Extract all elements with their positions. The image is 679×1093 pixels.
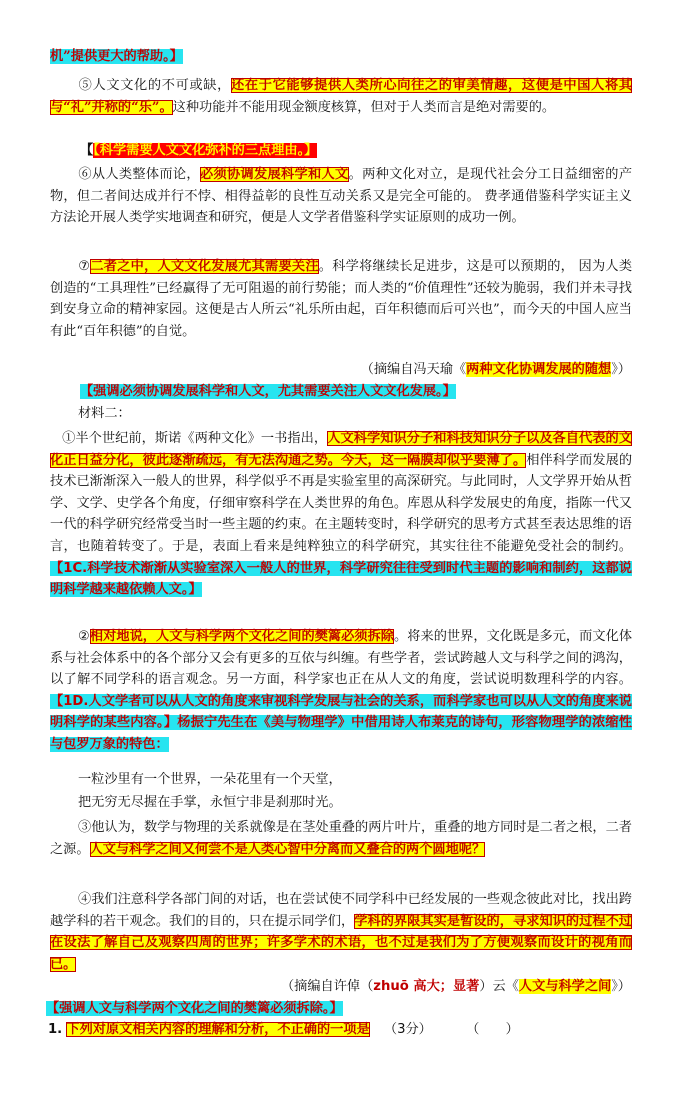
highlight-cyan: 机”提供更大的帮助。】 (50, 49, 183, 64)
poem-line: 把无穷无尽握在手掌，永恒宁非是刹那时光。 (78, 795, 342, 810)
paragraph-text: 相伴科学而发展的技术已渐渐深入一般人的世界，科学似乎不再是实验室里的高深研究。与此同时，人文学界开始从哲学、文学、史学各个角度，仔细审察科学在人类世界的角色。库恩从科学发展史的角度，指陈一代又一代的科学研究经常受当时一些主题的约束。在主题转变时，科学研究的思考方式甚至表达思维的语言，也随着转变了。于是，表面上看来是纯粹独立的科学研究，其实往往不能避免受社会的制约。 (50, 452, 633, 554)
question-number: 1. (48, 1022, 63, 1037)
highlight-yellow: 学科的界限其实是暂设的，寻求知识的过程不过在设法了解自己及观察四周的世界；许多学术的术语，也不过是我们为了方便观察而设计的视角而已。 (50, 913, 632, 972)
paragraph-7 (50, 256, 632, 342)
paragraph-text: ⑤人文文化的不可或缺， (78, 78, 232, 93)
pinyin-gloss: zhuō 高大；显著 (373, 979, 480, 994)
question-score: （3分） (383, 1022, 432, 1037)
highlight-red: 【科学需要人文文化弥补的三点理由。】 (93, 143, 318, 158)
highlight-yellow: 二者之中，人文文化发展尤其需要关注 (90, 259, 319, 274)
paragraph-text: ①半个世纪前，斯诺《两种文化》一书指出， (62, 431, 328, 446)
highlight-cyan: 【1D.人文学者可以从人文的角度来审视科学发展与社会的关系，而科学家也可以从人文的角度来说明科学的某些内容。】 (50, 693, 632, 731)
highlight-cyan: 【强调人文与科学两个文化之间的樊篱必须拆除。】 (46, 1001, 343, 1016)
source-citation: （摘编自冯天瑜《两种文化协调发展的随想》） (360, 362, 631, 377)
question-stem: 下列对原文相关内容的理解和分析，不正确的一项是 (66, 1022, 370, 1037)
highlight-yellow: 必须协调发展科学和人文 (199, 167, 349, 182)
paragraph-m2-3 (50, 817, 632, 860)
paragraph-tail (50, 46, 632, 68)
paragraph-5 (50, 75, 632, 118)
section-label: 材料二： (78, 406, 131, 421)
paragraph-m2-2 (50, 626, 632, 756)
question-1 (48, 1019, 638, 1041)
paragraph-text: ⑥从人类整体而论， (78, 167, 200, 182)
paragraph-text: ⑦ (78, 259, 91, 274)
paragraph-text: ③他认为，数学与物理的关系就像是在茎处重叠的两片叶片，重叠的地方同时是二者之根，二者之源。 (50, 820, 632, 857)
highlight-yellow: 人文与科学之间又何尝不是人类心智中分离而又叠合的两个圆地呢？ (89, 841, 486, 857)
source-citation: （摘编自许倬（zhuō 高大；显著）云《人文与科学之间》） (280, 979, 631, 994)
paragraph-text: ② (78, 629, 90, 644)
paragraph-text: 。科学将继续长足进步，这是可以预期的， 因为人类创造的“工具理性”已经赢得了无可阻遏的前行势能；而人类的“价值理性”还较为脆弱，我们并未寻找到安身立命的精神家园。这便是古人所云“礼乐所由起，百年积德而后可兴也”，而今天的中国人应当有此“百年积德”的自觉。 (50, 259, 633, 339)
paragraph-text: ④我们注意科学各部门间的对话，也在尝试使不同学科中已经发展的一些观念彼此对比，找出跨越学科的若干观念。我们的目的，只在提示同学们， (50, 892, 632, 929)
note-annotation: 【【科学需要人文文化弥补的三点理由。】 (80, 143, 318, 158)
paragraph-text: 这种功能并不能用现金额度核算，但对于人类而言是绝对需要的。 (172, 99, 556, 115)
highlight-yellow: 两种文化协调发展的随想 (466, 362, 612, 377)
paragraph-m2-4 (50, 889, 632, 975)
note-annotation (46, 998, 628, 1020)
highlight-cyan: 【强调必须协调发展科学和人文，尤其需要关注人文文化发展。】 (80, 384, 456, 399)
paragraph-text: 。两种文化对立，是现代社会分工日益细密的产物，但二者间达成并行不悖、相得益彰的良性互动关系又是完全可能的。 费孝通借鉴科学实证主义方法论开展人类学实地调查和研究，便是人文学者借鉴科学实证原则的成功一例。 (50, 167, 633, 226)
highlight-yellow: 人文科学知识分子和科技知识分子以及各自代表的文化正日益分化，彼此逐渐疏远，有无法沟通之势。今天，这一隔膜却似乎要薄了。 (50, 431, 633, 468)
highlight-cyan: 杨振宁先生在《美与物理学》中借用诗人布莱克的诗句，形容物理学的浓缩性与包罗万象的特色： (50, 715, 632, 752)
highlight-yellow: 相对地说，人文与科学两个文化之间的樊篱必须拆除 (89, 629, 395, 644)
paragraph-text: 。将来的世界，文化既是多元，而文化体系与社会体系中的各个部分又会有更多的互依与纠缠。有些学者，尝试跨越人文与科学之间的鸿沟，以了解不同学科的语言观念。另一方面，科学家也正在从人文的角度，尝试说明数理科学的内容。 (50, 629, 633, 688)
highlight-cyan: 【1C.科学技术渐渐从实验室深入一般人的世界，科学研究往往受到时代主题的影响和制约，这都说明科学越来越依赖人文。】 (50, 560, 632, 598)
answer-blank[interactable]: （ ） (466, 1022, 519, 1037)
highlight-yellow: 人文与科学之间 (518, 979, 612, 994)
paragraph-6 (50, 164, 632, 229)
poem-line: 一粒沙里有一个世界，一朵花里有一个天堂， (78, 772, 342, 787)
note-annotation (80, 381, 662, 403)
highlight-yellow: 还在于它能够提供人类所心向往之的审美情趣，这便是中国人将其与“礼”并称的“乐”。 (50, 78, 633, 115)
paragraph-m2-1 (50, 428, 632, 601)
